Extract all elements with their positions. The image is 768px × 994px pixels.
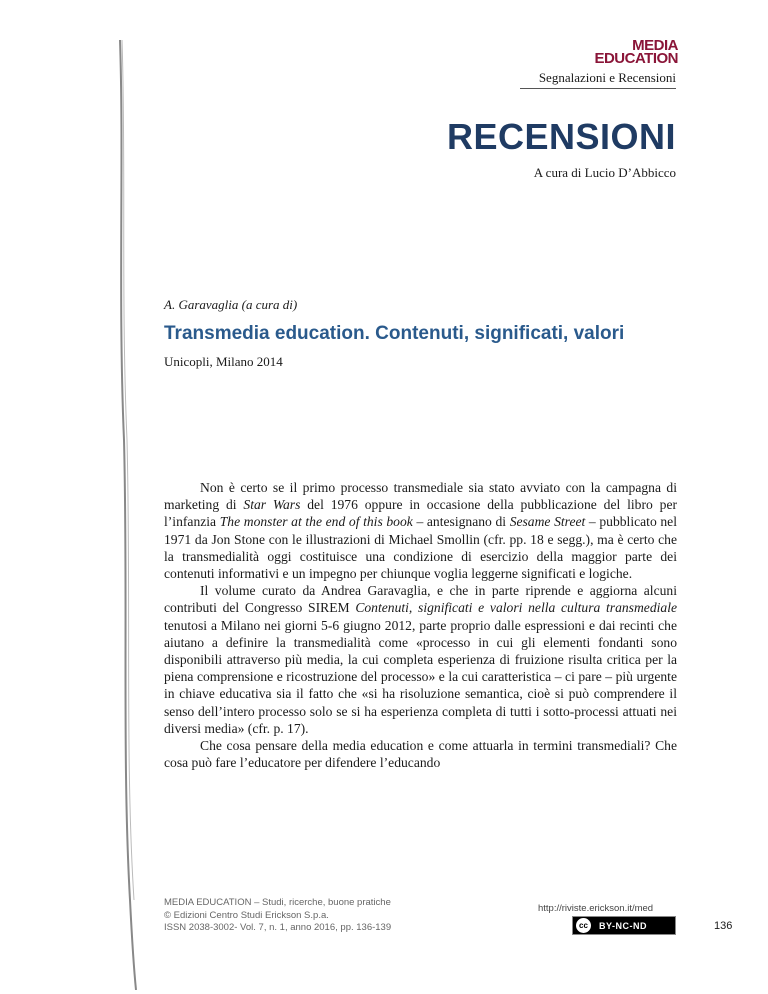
book-spine-curve xyxy=(100,40,140,990)
cc-license-badge[interactable] xyxy=(572,916,676,935)
paragraph: Che cosa pensare della media education e come attuarla in termini transmediali? Che cosa può fare l’educatore per difendere l’educando xyxy=(164,738,677,771)
journal-url-link[interactable]: http://riviste.erickson.it/med xyxy=(538,903,654,914)
section-label: Segnalazioni e Recensioni xyxy=(538,70,676,85)
book-publisher: Unicopli, Milano 2014 xyxy=(164,354,283,369)
journal-footer xyxy=(164,897,391,935)
journal-logo xyxy=(594,37,678,67)
header-rule xyxy=(520,88,676,89)
book-title: Transmedia education. Contenuti, significati, valori xyxy=(164,323,625,344)
paragraph: Non è certo se il primo processo transmediale sia stato avviato con la campagna di marketing di Star Wars del 1976 oppure in occasione della pubblicazione del libro per l’infanzia The monster at the end of this book – antesignano di Sesame Street – pubblicato nel 1971 da Jon Stone con le illustrazioni di Michael Smollin (cfr. pp. 18 e segg.), ma è certo che la transmedialità oggi costituisce una condizione di esercizio della maggior parte dei contenuti informativi e un impegno per chiunque voglia leggerne significati e logiche. xyxy=(164,480,678,582)
footer-publisher-line: © Edizioni Centro Studi Erickson S.p.a. xyxy=(164,909,329,921)
logo-line1: MEDIA xyxy=(632,37,678,54)
license-text: BY-NC-ND xyxy=(599,920,647,931)
page-number: 136 xyxy=(714,920,733,932)
review-body xyxy=(164,479,677,771)
footer-issn-line: ISSN 2038-3002- Vol. 7, n. 1, anno 2016, pp. 136-139 xyxy=(164,922,392,933)
cc-icon: cc xyxy=(576,918,591,933)
footer-journal-line: MEDIA EDUCATION – Studi, ricerche, buone pratiche xyxy=(164,897,391,908)
paragraph: Il volume curato da Andrea Garavaglia, e che in parte riprende e aggiorna alcuni contributi del Congresso SIREM Contenuti, significati e valori nella cultura transmediale tenutosi a Milano nei giorni 5-6 giugno 2012, parte proprio dalle espressioni e dai recinti che aiutano a definire la transmedialità come «processo in cui gli elementi fondanti sono disponibili attraverso più media, la cui completa esperienza di fruizione risulta critica per la piena comprensione e ricostruzione del processo» e la cui caratteristica – ci pare – più urgente in chiave educativa sia il fatto che «si ha risoluzione semantica, cioè si può comprendere il senso dell’intero processo solo se si ha esperienza completa di tutti i sotto-processi attuati nei diversi media» (cfr. p. 17). xyxy=(164,583,677,736)
logo-line2: EDUCATION xyxy=(594,49,678,67)
page-title: RECENSIONI xyxy=(446,116,676,157)
book-author: A. Garavaglia (a cura di) xyxy=(164,297,298,312)
curator-line: A cura di Lucio D’Abbicco xyxy=(533,165,676,180)
